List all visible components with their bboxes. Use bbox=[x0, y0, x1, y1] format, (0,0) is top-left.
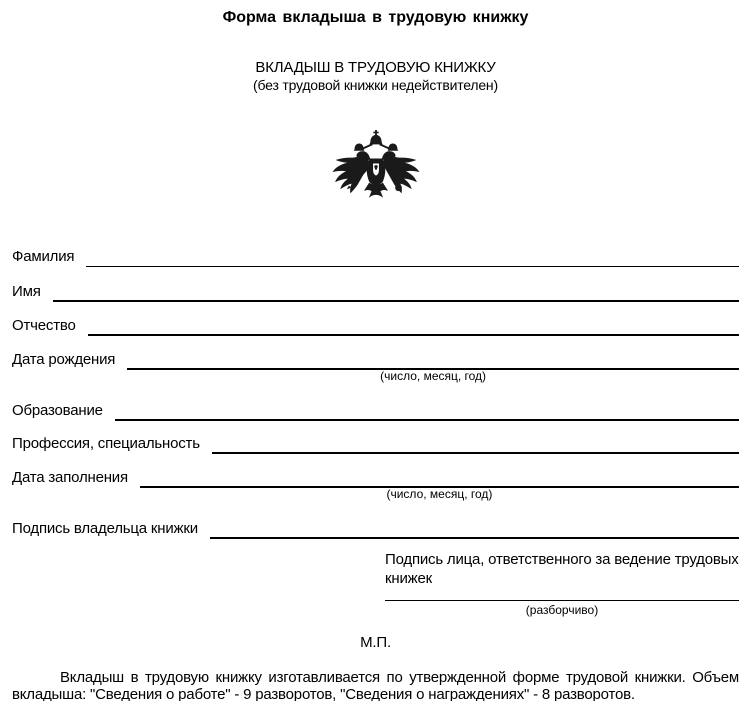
field-label-owner-signature: Подпись владельца книжки bbox=[12, 520, 198, 537]
field-row-filldate bbox=[12, 466, 739, 501]
footer-note: Вкладыш в трудовую книжку изготавливается по утвержденной форме трудовой книжки. Объем вкладыша: "Сведения о работе" - 9 разворотов, "Сведения о награждениях" - 8 разворотов. bbox=[12, 669, 739, 701]
responsible-signature-blank bbox=[385, 600, 739, 617]
field-hint-filldate: (число, месяц, год) bbox=[386, 487, 493, 501]
field-row-owner-signature bbox=[12, 517, 739, 539]
responsible-signature-block bbox=[385, 550, 739, 617]
field-row-profession bbox=[12, 432, 739, 454]
responsible-signature-label: Подпись лица, ответственного за ведение трудовых книжек bbox=[385, 551, 739, 587]
field-row-surname bbox=[12, 245, 739, 267]
field-blank-profession bbox=[212, 432, 739, 454]
field-label-surname: Фамилия bbox=[12, 248, 75, 265]
field-row-firstname bbox=[12, 280, 739, 302]
field-label-patronymic: Отчество bbox=[12, 317, 76, 334]
stamp-placeholder: М.П. bbox=[360, 634, 391, 651]
field-blank-education bbox=[115, 399, 739, 421]
field-label-birthdate: Дата рождения bbox=[12, 351, 116, 368]
field-blank-surname bbox=[86, 246, 739, 267]
field-row-birthdate bbox=[12, 348, 739, 383]
field-blank-firstname bbox=[53, 280, 739, 302]
russian-double-headed-eagle-icon bbox=[331, 201, 421, 218]
form-fields bbox=[12, 245, 739, 539]
page-title: Форма вкладыша в трудовую книжку bbox=[222, 9, 529, 26]
field-row-patronymic bbox=[12, 314, 739, 336]
emblem-container bbox=[12, 130, 739, 216]
document-subheading: (без трудовой книжки недействителен) bbox=[253, 77, 498, 93]
responsible-signature-hint: (разборчиво) bbox=[525, 603, 599, 617]
field-blank-owner-signature bbox=[210, 517, 739, 539]
field-blank-birthdate bbox=[127, 348, 739, 383]
field-label-firstname: Имя bbox=[12, 283, 41, 300]
field-blank-filldate bbox=[140, 466, 739, 501]
field-row-education bbox=[12, 399, 739, 421]
field-label-filldate: Дата заполнения bbox=[12, 469, 128, 486]
field-label-profession: Профессия, специальность bbox=[12, 435, 200, 452]
field-blank-patronymic bbox=[88, 314, 739, 336]
field-hint-birthdate: (число, месяц, год) bbox=[380, 369, 487, 383]
document-heading: ВКЛАДЫШ В ТРУДОВУЮ КНИЖКУ bbox=[255, 59, 496, 76]
field-label-education: Образование bbox=[12, 402, 103, 419]
